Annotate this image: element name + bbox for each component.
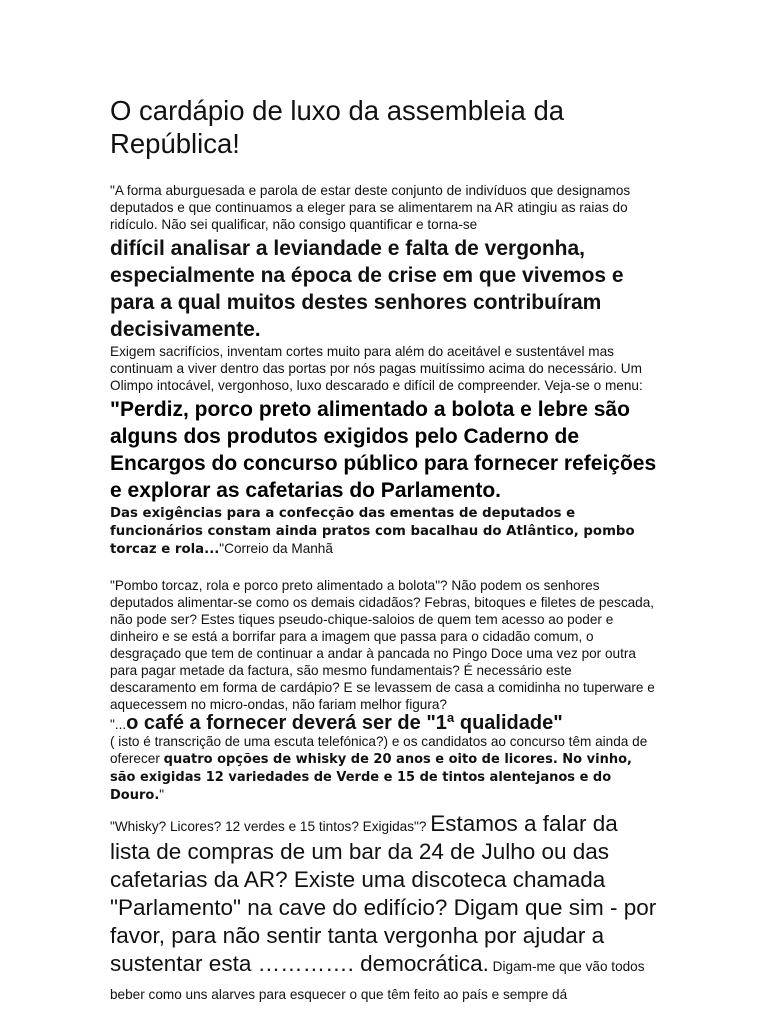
closing-small: "Whisky? Licores? 12 verdes e 15 tintos? Exigidas"?	[110, 819, 431, 834]
intro-bold-paragraph: difícil analisar a leviandade e falta de vergonha, especialmente na época de crise em que vivemos e para a qual muitos destes senhores contribuíram decisivamente.	[110, 237, 624, 341]
commentary-paragraph: "Pombo torcaz, rola e porco preto alimentado a bolota"? Não podem os senhores deputados alimentar-se como os demais cidadãos? Febras, bitoques e filetes de pescada, não pode ser? Estes tiques pseudo-chique-saloios de quem tem acesso ao poder e dinheiro e se está a borrifar para a imagem que passa para o cidadão comum, o desgraçado que tem de continuar a andar à pancada no Pingo Doce uma vez por outra para pagar metade da factura, são mesmo fundamentais? É necessário este descaramento em forma de cardápio? E se levassem de casa a comidinha no tuperware e aquecessem no micro-ondas, não fariam melhor figura?	[110, 578, 655, 712]
menu-intro-paragraph: Exigem sacrifícios, inventam cortes muito para além do aceitável e sustentável mas continuam a viver dentro das portas por nós pagas muitíssimo acima do necessário. Um Olimpo intocável, vergonhoso, luxo descarado e difícil de compreender. Veja-se o menu:	[110, 344, 643, 393]
whisky-bold: quatro opções de whisky de 20 anos e oito de licores. No vinho, são exigidas 12 variedades de Verde e 15 de tintos alentejanos e do Douro.	[110, 752, 632, 803]
quote-detail-bold: Das exigências para a confecção das ementas de deputados e funcionários constam ainda pratos com bacalhau do Atlântico, pombo torcaz e rola...	[110, 506, 635, 557]
closing-paragraph	[110, 810, 658, 1006]
article-title: O cardápio de luxo da assembleia da República!	[110, 95, 565, 159]
article	[110, 94, 658, 1006]
quote-detail	[110, 504, 658, 558]
closing-big: Estamos a falar da lista de compras de um bar da 24 de Julho ou das cafetarias da AR? Existe uma discoteca chamada "Parlamento" na cave do edifício? Digam que sim - por favor, para não sentir tanta vergonha por ajudar a sustentar esta …………. democrática.	[110, 811, 657, 976]
coffee-prefix: "...	[110, 717, 127, 732]
coffee-end: "	[159, 787, 165, 802]
closing-tail: Digam-me que vão todos beber como uns alarves para esquecer o que têm feito ao país e sempre dá	[110, 959, 645, 1002]
intro-paragraph: "A forma aburguesada e parola de estar deste conjunto de indivíduos que designamos deputados e que continuamos a eleger para se alimentarem na AR atingiu as raias do ridículo. Não sei qualificar, não consigo quantificar e torna-se	[110, 183, 631, 232]
quote-source: "Correio da Manhã	[219, 541, 333, 556]
coffee-paragraph	[110, 712, 658, 804]
coffee-text: ( isto é transcrição de uma escuta telefónica?) e os candidatos ao concurso têm ainda de oferecer	[110, 734, 648, 766]
coffee-bold: o café a fornecer deverá ser de "1ª qualidade"	[126, 712, 563, 734]
quote-headline: "Perdiz, porco preto alimentado a bolota e lebre são alguns dos produtos exigidos pelo Caderno de Encargos do concurso público para fornecer refeições e explorar as cafetarias do Parlamento.	[110, 398, 657, 502]
